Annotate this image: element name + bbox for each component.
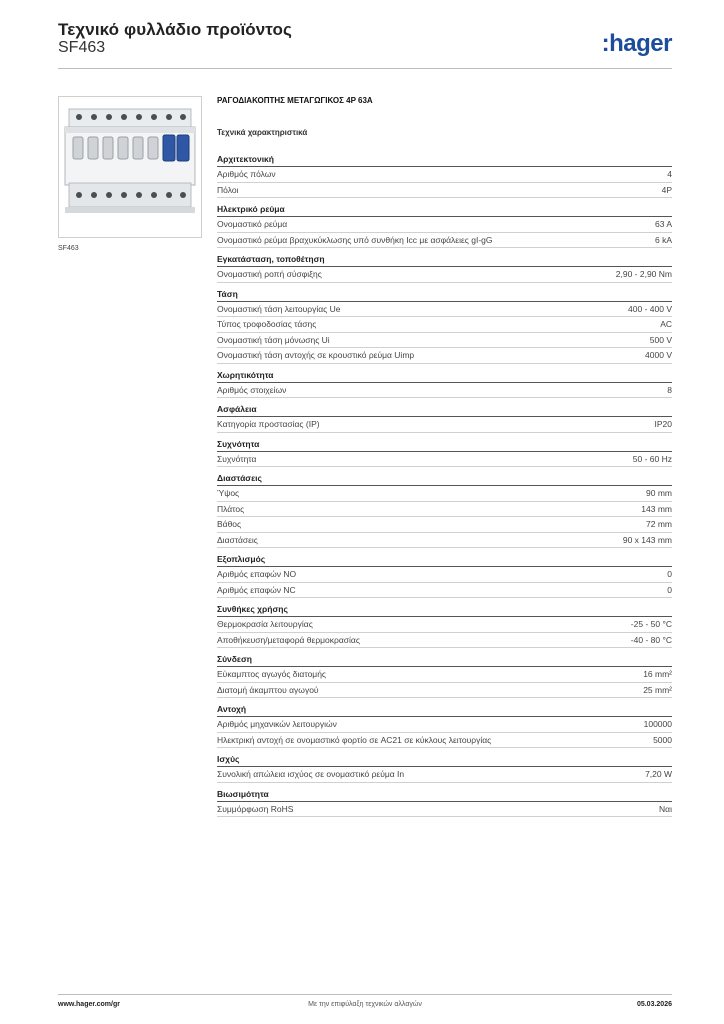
spec-label: Αριθμός επαφών NO [217,569,297,579]
footer-disclaimer: Με την επιφύλαξη τεχνικών αλλαγών [308,1001,422,1008]
spec-row [217,717,672,733]
page-footer [58,994,672,1015]
spec-label: Αριθμός μηχανικών λειτουργιών [217,719,337,729]
product-title: ΡΑΓΟΔΙΑΚΟΠΤΗΣ ΜΕΤΑΓΩΓΙΚΟΣ 4P 63A [217,96,373,105]
spec-section [217,439,672,468]
document-title: Τεχνικό φυλλάδιο προϊόντος [58,20,292,39]
section-title: Σύνδεση [217,654,672,667]
tech-heading: Τεχνικά χαρακτηριστικά [217,128,308,137]
spec-row [217,667,672,683]
spec-row [217,302,672,318]
section-title: Χωρητικότητα [217,370,672,383]
spec-value: 72 mm [646,519,672,529]
spec-label: Πλάτος [217,503,245,514]
spec-section [217,473,672,548]
spec-value: 2,90 - 2,90 Nm [615,269,672,279]
spec-value: 50 - 60 Hz [632,453,672,464]
spec-value: 100000 [643,719,672,729]
spec-label: Ονομαστικό ρεύμα βραχυκύκλωσης υπό συνθήκη Icc με ασφάλειες gI-gG [217,234,493,245]
hager-logo: :hager [601,30,672,57]
footer-website-link[interactable]: www.hager.com/gr [58,1001,120,1008]
product-code: SF463 [58,39,106,56]
spec-row [217,802,672,818]
spec-label: Ονομαστική τάση λειτουργίας Ue [217,303,341,314]
product-image [58,96,202,238]
spec-value: AC [660,319,672,329]
spec-value: 4P [661,184,672,195]
spec-row [217,733,672,749]
spec-row [217,486,672,502]
switch-illustration [59,97,201,237]
spec-label: Διαστάσεις [217,534,258,545]
spec-row [217,683,672,699]
spec-value: 400 - 400 V [628,303,672,314]
spec-row [217,617,672,633]
spec-section [217,204,672,248]
spec-value: 16 mm² [643,669,672,679]
spec-row [217,767,672,783]
section-title: Ισχύς [217,754,672,767]
spec-section [217,654,672,698]
spec-row [217,317,672,333]
spec-section [217,154,672,198]
spec-value: 25 mm² [643,684,672,695]
spec-section [217,289,672,364]
section-title: Συνθήκες χρήσης [217,604,672,617]
spec-label: Αριθμός πόλων [217,169,276,179]
section-title: Συχνότητα [217,439,672,452]
spec-label: Ονομαστικό ρεύμα [217,219,288,229]
spec-label: Κατηγορία προστασίας (IP) [217,419,320,429]
spec-row [217,348,672,364]
spec-row [217,452,672,468]
spec-row [217,502,672,518]
spec-row [217,517,672,533]
spec-value: 0 [667,584,672,595]
section-title: Αρχιτεκτονική [217,154,672,167]
spec-section [217,754,672,783]
spec-row [217,583,672,599]
spec-row [217,333,672,349]
spec-label: Πόλοι [217,184,239,195]
section-title: Τάση [217,289,672,302]
image-caption: SF463 [58,245,79,252]
spec-row [217,233,672,249]
spec-row [217,633,672,649]
spec-section [217,254,672,283]
spec-label: Αποθήκευση/μεταφορά θερμοκρασίας [217,634,360,645]
spec-sections [217,154,672,817]
spec-label: Συχνότητα [217,453,257,464]
spec-section [217,370,672,399]
spec-value: -25 - 50 °C [630,619,672,629]
spec-label: Διατομή άκαμπτου αγωγού [217,684,319,695]
spec-label: Ηλεκτρική αντοχή σε ονομαστικό φορτίο σε AC21 σε κύκλους λειτουργίας [217,734,492,745]
spec-row [217,417,672,433]
spec-row [217,533,672,549]
spec-value: 90 x 143 mm [622,534,672,545]
spec-label: Ονομαστική ροπή σύσφιξης [217,269,322,279]
spec-row [217,183,672,199]
spec-value: -40 - 80 °C [630,634,672,645]
spec-label: Ύψος [217,488,240,498]
spec-section [217,704,672,748]
spec-label: Τύπος τροφοδοσίας τάσης [217,319,317,329]
section-title: Εγκατάσταση, τοποθέτηση [217,254,672,267]
spec-value: Ναι [659,803,672,814]
page-header [58,20,672,69]
section-title: Βιωσιμότητα [217,789,672,802]
spec-value: 5000 [653,734,672,745]
spec-value: 63 A [654,219,672,229]
spec-value: 500 V [649,334,672,345]
spec-value: 8 [667,384,672,395]
spec-row [217,267,672,283]
spec-value: IP20 [654,419,672,429]
spec-value: 143 mm [641,503,672,514]
spec-section [217,554,672,598]
spec-label: Αριθμός επαφών NC [217,584,296,595]
spec-content [217,96,672,817]
spec-label: Αριθμός στοιχείων [217,384,287,395]
spec-label: Ονομαστική τάση μόνωσης Ui [217,334,330,345]
footer-date: 05.03.2026 [636,1001,672,1008]
spec-section [217,604,672,648]
section-title: Ηλεκτρικό ρεύμα [217,204,672,217]
spec-label: Βάθος [217,519,242,529]
section-title: Διαστάσεις [217,473,672,486]
spec-value: 0 [667,569,672,579]
spec-label: Θερμοκρασία λειτουργίας [217,619,313,629]
spec-section [217,404,672,433]
spec-value: 7,20 W [645,769,672,779]
spec-value: 90 mm [646,488,672,498]
spec-row [217,217,672,233]
spec-label: Ονομαστική τάση αντοχής σε κρουστικό ρεύμα Uimp [217,350,415,360]
spec-row [217,167,672,183]
spec-section [217,789,672,818]
spec-label: Συμμόρφωση RoHS [217,803,294,814]
spec-value: 6 kA [654,234,672,245]
section-title: Ασφάλεια [217,404,672,417]
spec-row [217,567,672,583]
spec-row [217,383,672,399]
spec-label: Εύκαμπτος αγωγός διατομής [217,669,327,679]
spec-value: 4000 V [645,350,672,360]
spec-value: 4 [667,169,672,179]
section-title: Εξοπλισμός [217,554,672,567]
section-title: Αντοχή [217,704,672,717]
spec-label: Συνολική απώλεια ισχύος σε ονομαστικό ρεύμα In [217,769,405,779]
